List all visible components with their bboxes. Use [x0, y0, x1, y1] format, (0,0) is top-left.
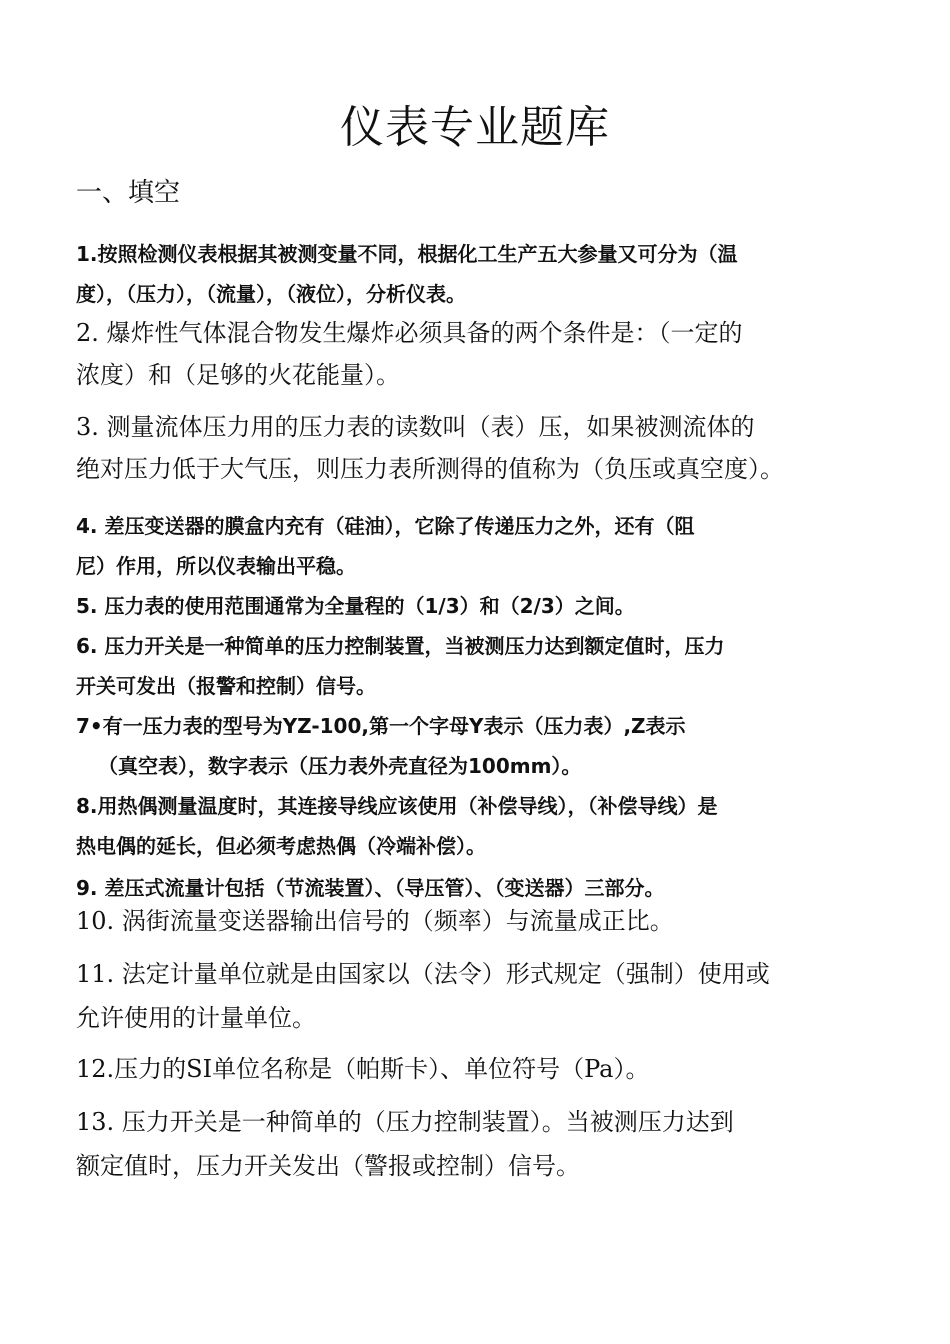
- question-13-line-2: 额定值时，压力开关发出（警报或控制）信号。: [76, 1152, 580, 1180]
- question-1: [76, 234, 876, 314]
- question-1-line-1: 1.按照检测仪表根据其被测变量不同，根据化工生产五大参量又可分为（温: [76, 242, 738, 266]
- question-2-line-1: 2. 爆炸性气体混合物发生爆炸必须具备的两个条件是：（一定的: [76, 319, 743, 347]
- question-7-line-2: （真空表），数字表示（压力表外壳直径为100mm）。: [98, 754, 582, 778]
- question-3-line-2: 绝对压力低于大气压，则压力表所测得的值称为（负压或真空度）。: [76, 455, 784, 483]
- question-11-line-1: 11. 法定计量单位就是由国家以（法令）形式规定（强制）使用或: [76, 960, 770, 988]
- question-12: [76, 1048, 876, 1090]
- question-7: [76, 706, 876, 786]
- question-10: [76, 900, 876, 942]
- question-6-line-2: 开关可发出（报警和控制）信号。: [76, 674, 376, 698]
- question-5: [76, 586, 876, 626]
- question-11: [76, 952, 876, 1040]
- question-3: [76, 406, 876, 490]
- question-2-line-2: 浓度）和（足够的火花能量）。: [76, 361, 400, 389]
- question-9-line-1: 9. 差压式流量计包括（节流装置）、（导压管）、（变送器）三部分。: [76, 876, 665, 900]
- question-2: [76, 312, 876, 396]
- question-4-line-1: 4. 差压变送器的膜盒内充有（硅油），它除了传递压力之外，还有（阻: [76, 514, 695, 538]
- section-heading: 一、填空: [76, 178, 181, 208]
- question-11-line-2: 允许使用的计量单位。: [76, 1004, 316, 1032]
- question-6-line-1: 6. 压力开关是一种简单的压力控制装置，当被测压力达到额定值时，压力: [76, 634, 725, 658]
- question-10-line-1: 10. 涡街流量变送器输出信号的（频率）与流量成正比。: [76, 907, 674, 935]
- question-12-line-1: 12.压力的SI单位名称是（帕斯卡）、单位符号（Pa）。: [76, 1055, 650, 1083]
- question-8-line-2: 热电偶的延长，但必须考虑热偶（冷端补偿）。: [76, 834, 486, 858]
- question-1-line-2: 度），（压力），（流量），（液位），分析仪表。: [76, 282, 466, 306]
- question-4-line-2: 尼）作用，所以仪表输出平稳。: [76, 554, 356, 578]
- question-3-line-1: 3. 测量流体压力用的压力表的读数叫（表）压，如果被测流体的: [76, 413, 755, 441]
- question-8-line-1: 8.用热偶测量温度时，其连接导线应该使用（补偿导线），（补偿导线）是: [76, 794, 718, 818]
- question-13-line-1: 13. 压力开关是一种简单的（压力控制装置）。当被测压力达到: [76, 1108, 734, 1136]
- question-8: [76, 786, 876, 866]
- question-5-line-1: 5. 压力表的使用范围通常为全量程的（1/3）和（2/3）之间。: [76, 594, 635, 618]
- document-title: 仪表专业题库: [340, 102, 610, 153]
- question-4: [76, 506, 876, 586]
- question-7-line-1: 7•有一压力表的型号为YZ-100,第一个字母Y表示（压力表）,Z表示: [76, 714, 686, 738]
- question-13: [76, 1100, 876, 1188]
- question-6: [76, 626, 876, 706]
